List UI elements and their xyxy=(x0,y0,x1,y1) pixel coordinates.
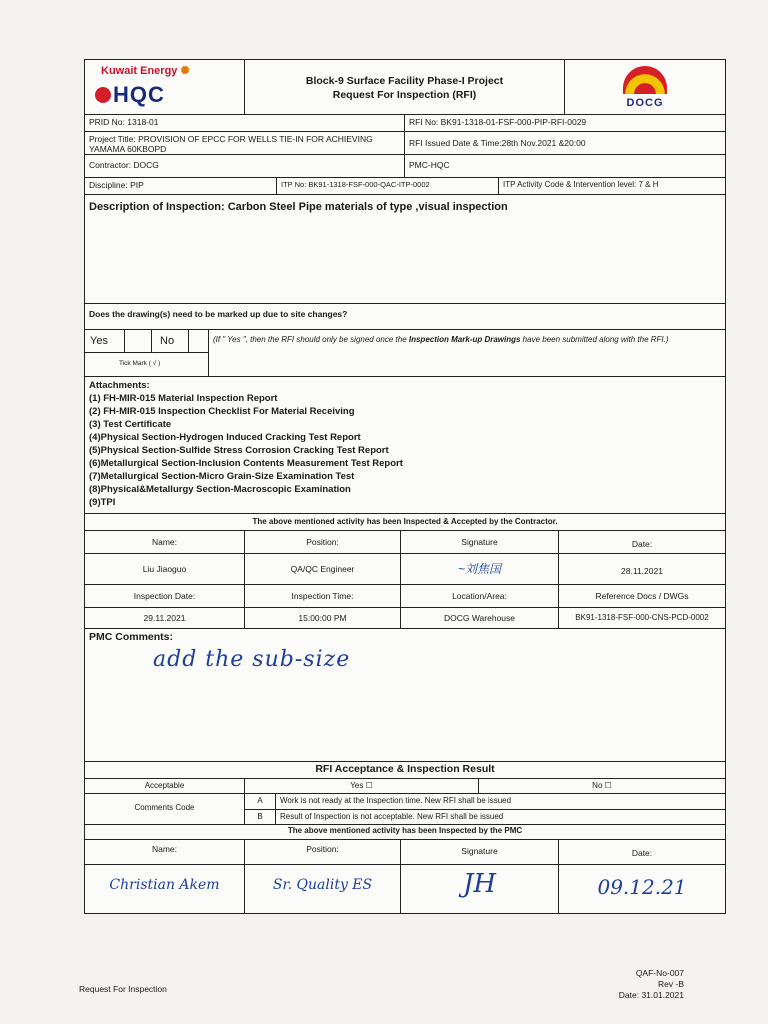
hqc-logo xyxy=(95,82,165,108)
attachment-item: (8)Physical&Metallurgy Section-Macroscopic Examination xyxy=(89,484,351,495)
form-header xyxy=(85,60,725,115)
attachments-block xyxy=(85,377,725,514)
contractor-position-header: Position: xyxy=(245,531,401,553)
docg-emblem-icon xyxy=(623,66,667,94)
attachment-item: (5)Physical Section-Sulfide Stress Corrosion Cracking Test Report xyxy=(89,445,389,456)
comments-code-label: Comments Code xyxy=(85,794,245,824)
prid-field: PRID No: 1318-01 xyxy=(85,115,405,131)
markup-note xyxy=(209,330,725,376)
footer-date: Date: 31.01.2021 xyxy=(618,990,684,1000)
attachment-item: (6)Metallurgical Section-Inclusion Contents Measurement Test Report xyxy=(89,458,403,469)
acceptable-label: Acceptable xyxy=(85,779,245,793)
title-block xyxy=(245,60,565,114)
inspection-time: 15:00:00 PM xyxy=(245,608,401,628)
location: DOCG Warehouse xyxy=(401,608,559,628)
code-a-text: Work is not ready at the Inspection time. New RFI shall be issued xyxy=(280,796,512,805)
footer-rev: Rev -B xyxy=(658,979,684,989)
inspection-date: 29.11.2021 xyxy=(85,608,245,628)
hqc-dot-icon xyxy=(95,87,111,103)
docg-name: DOCG xyxy=(626,97,664,109)
acceptable-no-label: No xyxy=(592,781,603,790)
markup-note-bold: Inspection Mark-up Drawings xyxy=(408,335,521,344)
attachments-title: Attachments: xyxy=(89,380,150,391)
rfi-issued-field: RFI Issued Date & Time:28th Nov.2021 &20:00 xyxy=(409,138,586,148)
attachment-item: (4)Physical Section-Hydrogen Induced Cracking Test Report xyxy=(89,432,361,443)
acceptable-no[interactable] xyxy=(479,779,725,793)
pmc-comments-block xyxy=(85,629,725,762)
pmc-comments-handwritten: add the sub-size xyxy=(153,647,351,672)
pmc-position-header: Position: xyxy=(245,840,401,864)
acceptance-title: RFI Acceptance & Inspection Result xyxy=(315,763,495,775)
rfi-number-field: RFI No: BK91-1318-01-FSF-000-PIP-RFI-0029 xyxy=(409,117,587,127)
acceptable-yes[interactable] xyxy=(245,779,479,793)
pmc-field: PMC-HQC xyxy=(409,160,450,170)
markup-note-part1: (If " Yes ", then the RFI should only be signed once the xyxy=(213,335,409,344)
project-name: Block-9 Surface Facility Phase-I Project xyxy=(305,75,504,87)
pmc-name-header: Name: xyxy=(85,840,245,864)
no-option[interactable]: No xyxy=(152,330,189,352)
no-checkbox-icon[interactable]: ☐ xyxy=(604,781,612,790)
contractor-name: Liu Jiaoguo xyxy=(85,554,245,584)
kuwait-energy-logo xyxy=(101,64,190,77)
yes-checkbox-icon[interactable]: ☐ xyxy=(365,781,373,790)
no-checkbox[interactable] xyxy=(189,330,208,352)
kuwait-energy-name: Kuwait Energy xyxy=(101,65,178,77)
description-text: Description of Inspection: Carbon Steel Pipe materials of type ,visual inspection xyxy=(89,201,508,213)
hqc-name: HQC xyxy=(113,82,165,107)
footer-revision-block xyxy=(600,968,684,1001)
pmc-date-header: Date: xyxy=(631,848,653,858)
reference-docs-header: Reference Docs / DWGs xyxy=(595,591,689,601)
project-title-field: Project Title: PROVISION OF EPCC FOR WELLS TIE-IN FOR ACHIEVING YAMAMA 60KBOPD xyxy=(85,132,405,154)
acceptable-yes-label: Yes xyxy=(350,781,364,790)
attachment-item: (3) Test Certificate xyxy=(89,419,172,430)
description-block xyxy=(85,195,725,304)
attachment-item: (7)Metallurgical Section-Micro Grain-Size Examination Test xyxy=(89,471,355,482)
markup-note-part2: have been submitted along with the RFI.) xyxy=(520,335,669,344)
attachment-item: (1) FH-MIR-015 Material Inspection Report xyxy=(89,393,278,404)
pmc-heading: The above mentioned activity has been Inspected by the PMC xyxy=(287,826,523,835)
logo-block xyxy=(85,60,245,114)
yes-checkbox[interactable] xyxy=(125,330,152,352)
attachment-item: (2) FH-MIR-015 Inspection Checklist For Material Receiving xyxy=(89,406,355,417)
footer-form-no: QAF-No-007 xyxy=(635,968,684,978)
yes-no-block xyxy=(85,330,209,376)
rfi-form xyxy=(84,59,726,914)
pmc-comments-label: PMC Comments: xyxy=(89,631,174,643)
inspection-date-header: Inspection Date: xyxy=(85,585,245,607)
inspection-time-header: Inspection Time: xyxy=(245,585,401,607)
reference-docs: BK91-1318-FSF-000-CNS-PCD-0002 xyxy=(575,613,709,622)
itp-activity-field: ITP Activity Code & Intervention level: 7 & H xyxy=(503,180,659,189)
contractor-name-header: Name: xyxy=(85,531,245,553)
form-title: Request For Inspection (RFI) xyxy=(332,89,477,101)
itp-number-field: ITP No: BK91-1318-FSF-000-QAC-ITP-0002 xyxy=(277,178,499,194)
pmc-signature-header: Signature xyxy=(401,840,559,864)
pmc-signature: JH xyxy=(401,865,559,913)
sun-star-icon: ✺ xyxy=(177,65,190,77)
contractor-position: QA/QC Engineer xyxy=(245,554,401,584)
docg-logo-block xyxy=(565,60,725,114)
discipline-field: Discipline: PIP xyxy=(85,178,277,194)
contractor-heading: The above mentioned activity has been Inspected & Accepted by the Contractor. xyxy=(252,517,558,526)
contractor-signature-header: Signature xyxy=(401,531,559,553)
code-b[interactable]: B xyxy=(245,810,276,824)
markup-answer-row xyxy=(85,330,725,377)
markup-question: Does the drawing(s) need to be marked up due to site changes? xyxy=(85,304,725,330)
code-a[interactable]: A xyxy=(245,794,276,809)
location-header: Location/Area: xyxy=(401,585,559,607)
yes-option[interactable]: Yes xyxy=(85,330,125,352)
code-b-text: Result of Inspection is not acceptable. New RFI shall be issued xyxy=(280,812,504,821)
pmc-position: Sr. Quality ES xyxy=(245,865,401,913)
contractor-date-header: Date: xyxy=(631,539,653,549)
comments-code-options xyxy=(245,794,725,824)
pmc-name: Christian Akem xyxy=(85,865,245,913)
attachment-item: (9)TPI xyxy=(89,497,116,508)
contractor-date: 28.11.2021 xyxy=(621,566,663,576)
footer-doc-name: Request For Inspection xyxy=(79,984,167,994)
contractor-heading-row xyxy=(85,514,725,531)
contractor-signature: ~刘焦国 xyxy=(401,554,559,584)
pmc-date: 09.12.21 xyxy=(597,875,687,899)
contractor-field: Contractor: DOCG xyxy=(85,155,405,177)
tick-mark-hint: Tick Mark ( √ ) xyxy=(119,360,161,367)
